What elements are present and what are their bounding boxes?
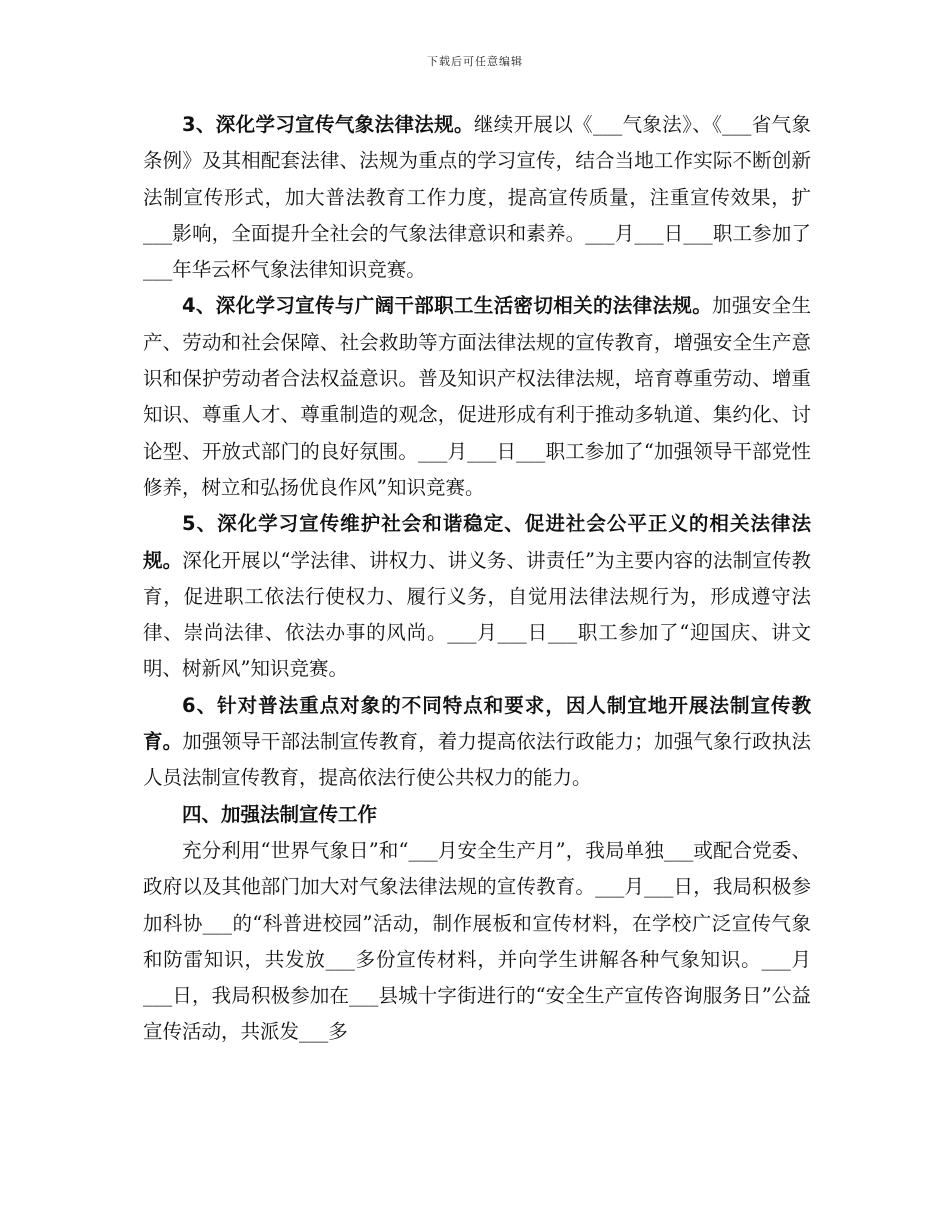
paragraph-heading: 5、深化学习宣传维护社会和谐稳定、促进社会公平正义的相关法律法规。 xyxy=(143,512,811,572)
paragraph-5 xyxy=(143,506,811,687)
page-header: 下载后可任意编辑 xyxy=(427,55,523,68)
paragraph-4 xyxy=(143,288,811,506)
paragraph-text: 继续开展以《___气象法》、《___省气象条例》及其相配套法律、法规为重点的学习宣传，结合当地工作实际不断创新法制宣传形式，加大普法教育工作力度，提高宣传质量，注重宣传效果，扩___影响，全面提升全社会的气象法律意识和素养。___月___日___职工参加了___年华云杯气象法律知识竞赛。 xyxy=(143,113,811,282)
document-body xyxy=(143,107,811,1051)
section-heading: 四、加强法制宣传工作 xyxy=(182,802,378,826)
paragraph-text: 深化开展以“学法律、讲权力、讲义务、讲责任”为主要内容的法制宣传教育，促进职工依法行使权力、履行义务，自觉用法律法规行为，形成遵守法律、崇尚法律、依法办事的风尚。___月___日___职工参加了“迎国庆、讲文明、树新风”知识竞赛。 xyxy=(143,548,811,681)
paragraph-6 xyxy=(143,688,811,797)
paragraph-publicity xyxy=(143,833,811,1051)
paragraph-text: 充分利用“世界气象日”和“___月安全生产月”，我局单独___或配合党委、政府以及其他部门加大对气象法律法规的宣传教育。___月___日，我局积极参加科协___的“科普进校园”活动，制作展板和宣传材料，在学校广泛宣传气象和防雷知识，共发放___多份宣传材料，并向学生讲解各种气象知识。___月___日，我局积极参加在___县城十字街进行的“安全生产宣传咨询服务日”公益宣传活动，共派发___多 xyxy=(143,838,811,1044)
paragraph-heading: 6、针对普法重点对象的不同特点和要求，因人制宜地开展法制宣传教育。 xyxy=(143,693,811,754)
paragraph-3 xyxy=(143,107,811,288)
paragraph-text: 加强领导干部法制宣传教育，着力提高依法行政能力；加强气象行政执法人员法制宣传教育，提高依法行使公共权力的能力。 xyxy=(143,730,811,790)
paragraph-heading: 4、深化学习宣传与广阔干部职工生活密切相关的法律法规。 xyxy=(182,294,713,318)
paragraph-text: 加强安全生产、劳动和社会保障、社会救助等方面法律法规的宣传教育，增强安全生产意识和保护劳动者合法权益意识。普及知识产权法律法规，培育尊重劳动、增重知识、尊重人才、尊重制造的观念，促进形成有利于推动多轨道、集约化、讨论型、开放式部门的良好氛围。___月___日___职工参加了“加强领导干部党性修养，树立和弘扬优良作风”知识竞赛。 xyxy=(143,294,811,499)
section-heading-4 xyxy=(143,797,811,833)
paragraph-heading: 3、深化学习宣传气象法律法规。 xyxy=(182,113,474,136)
